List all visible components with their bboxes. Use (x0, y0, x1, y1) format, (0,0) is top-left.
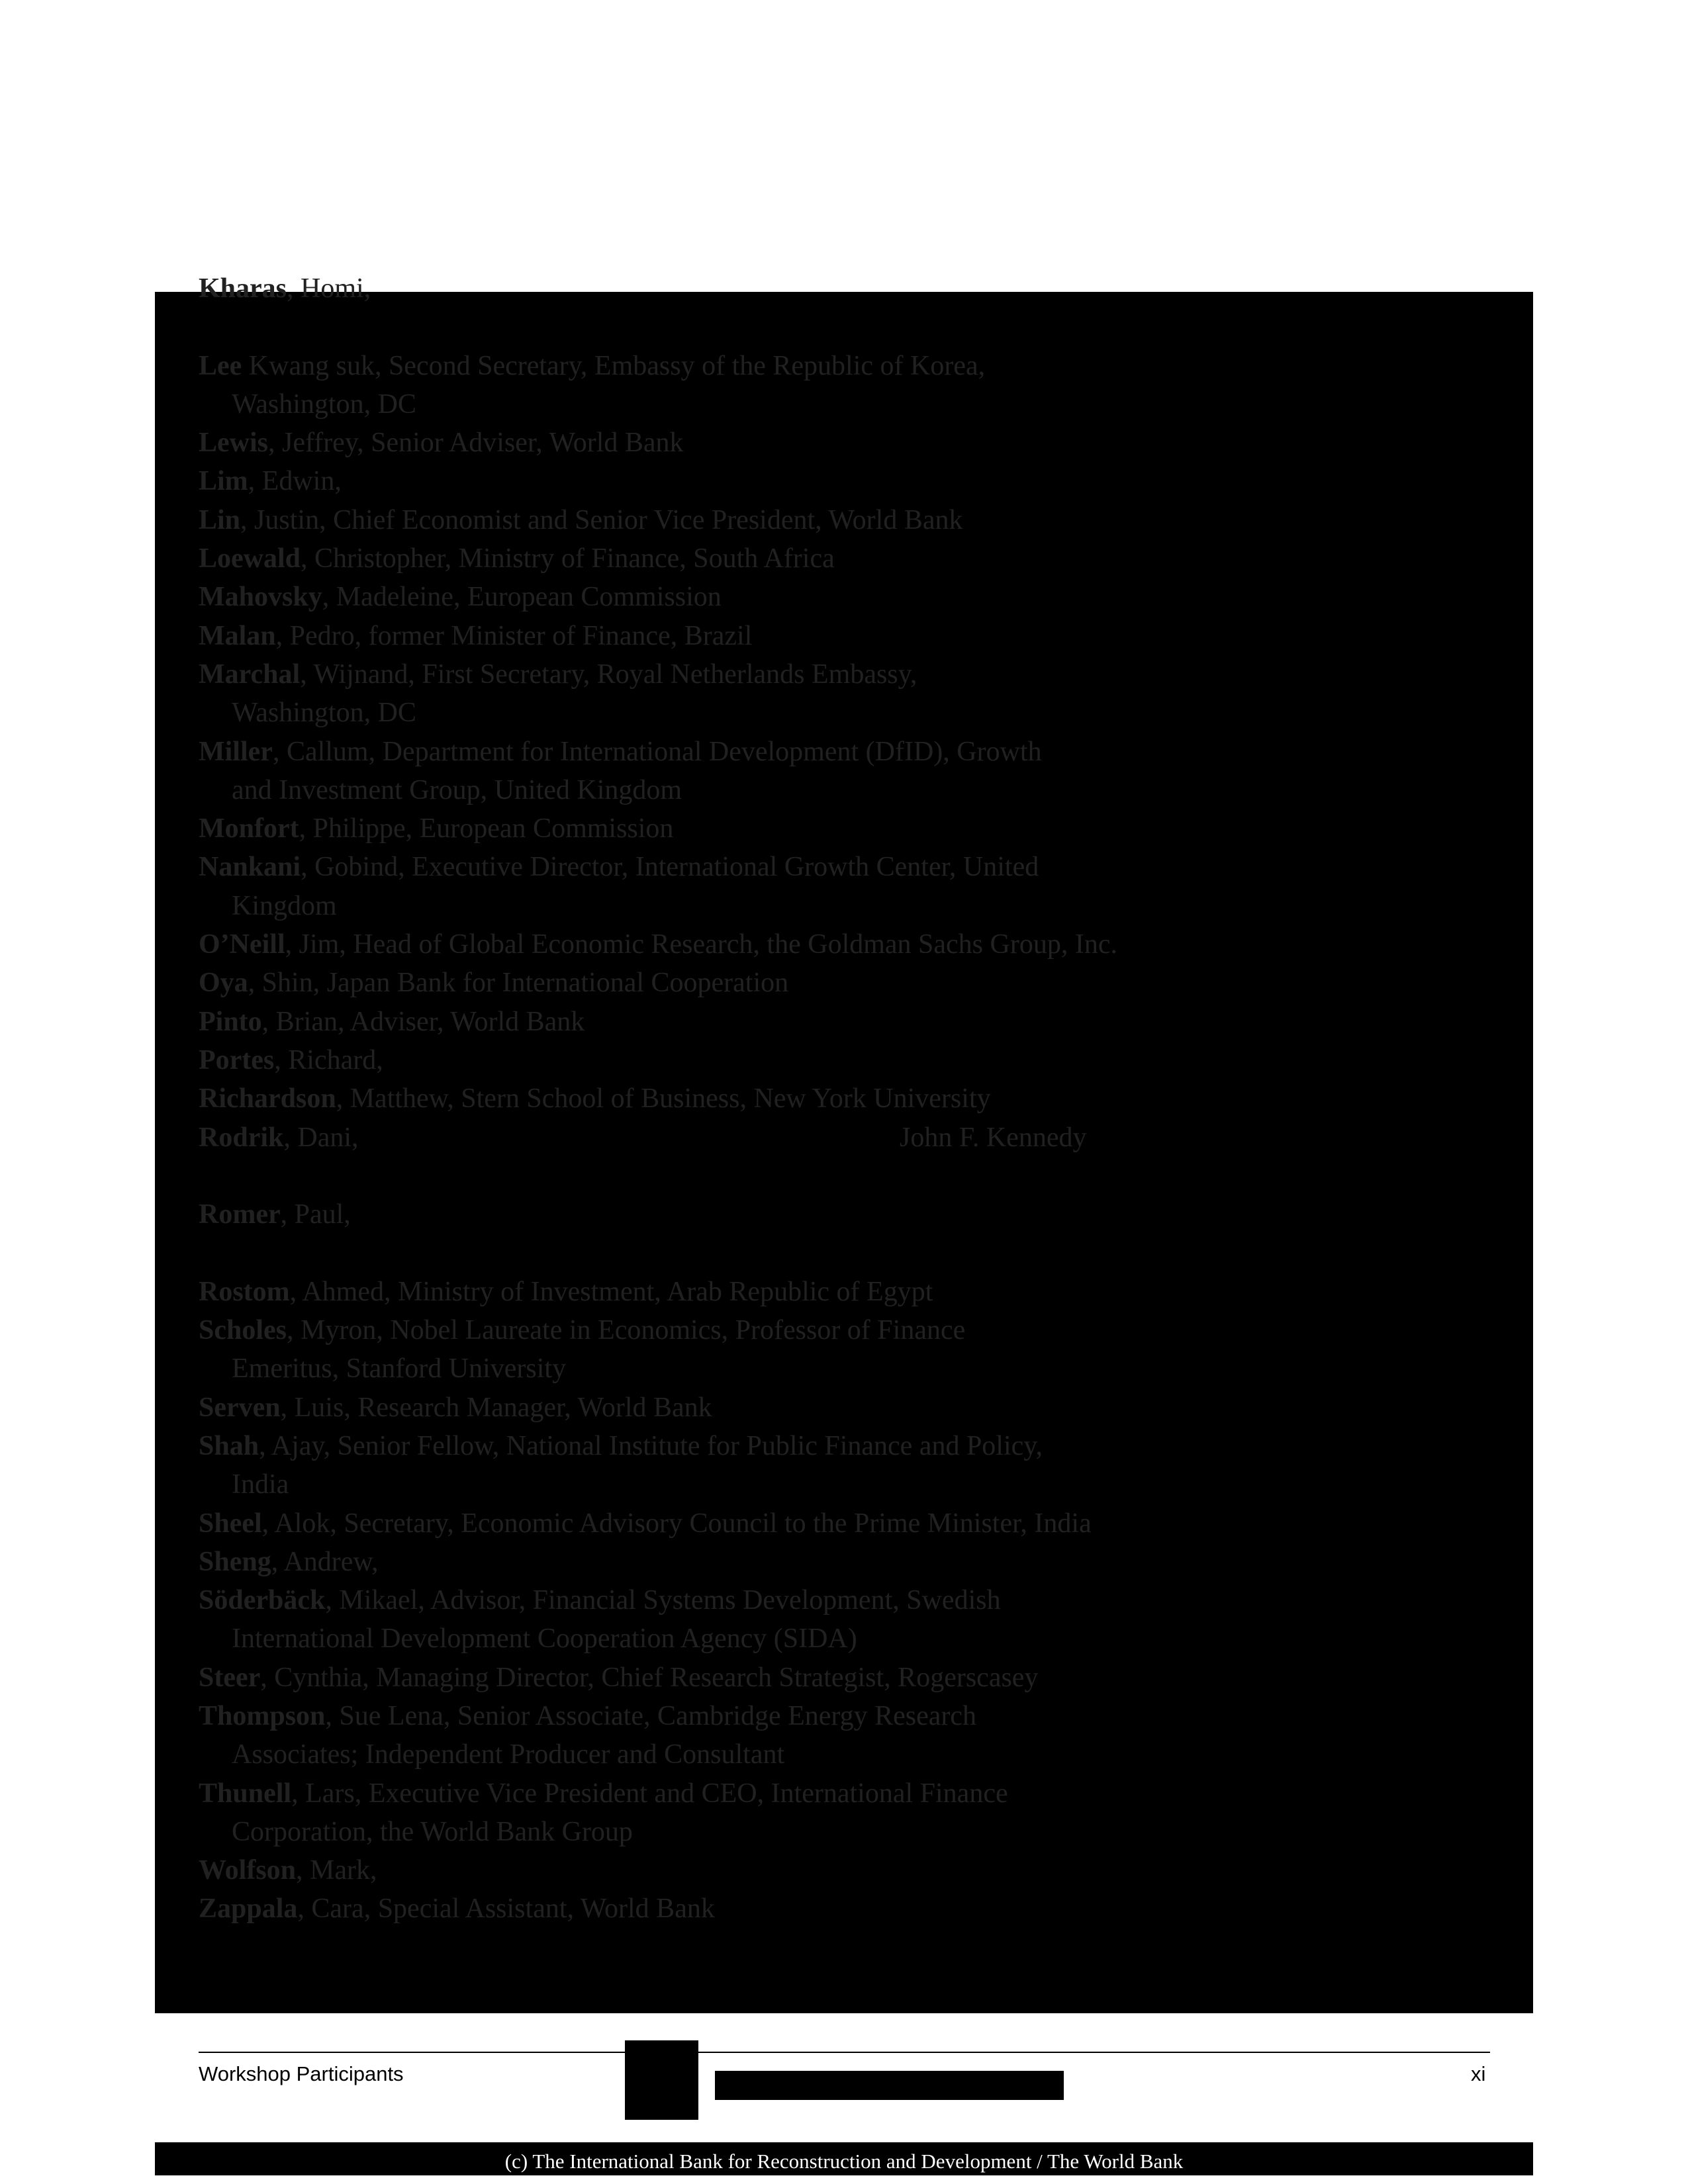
participant-details: , Philippe, European Commission (299, 813, 674, 844)
participant-entry (199, 925, 1456, 964)
participant-entry (199, 1774, 1456, 1852)
redaction-bar (715, 2071, 1064, 2100)
participant-surname: Shah (199, 1430, 259, 1461)
participant-surname: Steer (199, 1662, 261, 1693)
participant-surname: Oya (199, 968, 248, 999)
participant-surname: Lee (199, 350, 242, 381)
participant-details: , Ajay, Senior Fellow, National Institute for Public Finance and Policy, (259, 1430, 1043, 1461)
participant-details: , Callum, Department for International Development (DfID), Growth (272, 736, 1042, 767)
participant-details-continued: Corporation, the World Bank Group (232, 1816, 633, 1847)
participant-details: , Myron, Nobel Laureate in Economics, Professor of Finance (287, 1315, 966, 1346)
participant-surname: Thompson (199, 1700, 326, 1731)
participant-surname: Lin (199, 504, 241, 535)
participant-entry (199, 578, 1456, 616)
participant-surname: Thunell (199, 1778, 292, 1809)
participant-entry (199, 1195, 1456, 1234)
participant-details: , Edwin, (248, 466, 342, 497)
participant-surname: Miller (199, 736, 273, 767)
participant-details-continued: Kingdom (232, 890, 337, 921)
participant-entry (199, 1388, 1456, 1427)
participant-entry (199, 848, 1456, 925)
participant-entry (199, 1659, 1456, 1697)
participant-details-continued: Washington, DC (232, 388, 416, 420)
participant-entry (199, 1851, 1456, 1889)
participant-affiliation-fragment: John F. Kennedy (900, 1122, 1087, 1153)
participant-surname: Lewis (199, 428, 268, 459)
participant-entry (199, 1311, 1456, 1388)
participant-details: , Shin, Japan Bank for International Cooperation (248, 968, 789, 999)
participant-details-continued: Washington, DC (232, 698, 416, 729)
participant-surname: Rodrik (199, 1122, 284, 1153)
participant-surname: Scholes (199, 1315, 287, 1346)
footer-section-title: Workshop Participants (199, 2062, 404, 2085)
participant-surname: Romer (199, 1199, 281, 1230)
participant-details: , Alok, Secretary, Economic Advisory Council to the Prime Minister, India (261, 1508, 1092, 1539)
participant-entry (199, 424, 1456, 462)
participant-entry (199, 809, 1456, 848)
copyright-text: (c) The International Bank for Reconstruction and Development / The World Bank (504, 2150, 1184, 2173)
participant-surname: Monfort (199, 813, 299, 844)
participant-details: , Lars, Executive Vice President and CEO, International Finance (291, 1778, 1008, 1809)
participant-surname: Marchal (199, 659, 301, 690)
participant-details: , Cynthia, Managing Director, Chief Research Strategist, Rogerscasey (260, 1662, 1039, 1693)
participant-details: , Matthew, Stern School of Business, New York University (336, 1083, 991, 1115)
participant-surname: O’Neill (199, 929, 285, 960)
participant-surname: Rostom (199, 1276, 290, 1307)
participant-details: , Wijnand, First Secretary, Royal Netherlands Embassy, (300, 659, 917, 690)
participant-details: , Homi, (287, 273, 371, 304)
participant-entry (199, 1079, 1456, 1118)
participant-entry (199, 501, 1456, 539)
participant-entry (199, 964, 1456, 1002)
participant-entry (199, 1427, 1456, 1504)
participant-surname: Sheel (199, 1508, 262, 1539)
participant-entry (199, 1273, 1456, 1311)
participant-details: , Ahmed, Ministry of Investment, Arab Republic of Egypt (289, 1276, 933, 1307)
participant-entry (199, 539, 1456, 578)
participant-entry (199, 1504, 1456, 1543)
participant-entry (199, 1581, 1456, 1659)
participant-details: , Mikael, Advisor, Financial Systems Development, Swedish (325, 1585, 1001, 1616)
participant-surname: Sheng (199, 1546, 271, 1577)
participant-details: , Cara, Special Assistant, World Bank (297, 1893, 715, 1925)
participant-entry (199, 1697, 1456, 1774)
participant-details: , Christopher, Ministry of Finance, South Africa (301, 543, 835, 574)
participant-surname: Portes (199, 1044, 275, 1075)
participant-surname: Kharas (199, 273, 287, 304)
participant-details-continued: Emeritus, Stanford University (232, 1353, 567, 1385)
participant-details: , Jeffrey, Senior Adviser, World Bank (268, 428, 684, 459)
participant-entry (199, 269, 1456, 308)
participant-details: , Luis, Research Manager, World Bank (280, 1392, 712, 1423)
participant-surname: Nankani (199, 852, 301, 883)
participant-entry (199, 347, 1456, 424)
participant-entry (199, 1118, 1456, 1157)
participant-entry (199, 1003, 1456, 1041)
participant-details-continued: Associates; Independent Producer and Consultant (232, 1739, 785, 1770)
participant-list (199, 273, 1456, 1929)
participant-entry (199, 655, 1456, 733)
participant-surname: Zappala (199, 1893, 298, 1925)
participant-details: , Dani, (283, 1122, 359, 1153)
participant-entry (199, 1889, 1456, 1928)
participant-details: , Richard, (274, 1044, 383, 1075)
participant-surname: Loewald (199, 543, 301, 574)
participant-surname: Mahovsky (199, 582, 322, 613)
participant-details: , Andrew, (271, 1546, 379, 1577)
participant-surname: Lim (199, 466, 248, 497)
participant-details: Kwang suk, Second Secretary, Embassy of the Republic of Korea, (242, 350, 986, 381)
participants-panel (155, 273, 1533, 2013)
participant-surname: Wolfson (199, 1855, 297, 1886)
participant-details: , Pedro, former Minister of Finance, Brazil (275, 620, 753, 651)
participant-details: , Mark, (296, 1855, 377, 1886)
copyright-bar (155, 2142, 1533, 2175)
participant-details-continued: and Investment Group, United Kingdom (232, 774, 682, 805)
page-number: xi (1471, 2062, 1486, 2085)
participant-entry (199, 733, 1456, 810)
participant-entry (199, 617, 1456, 655)
participant-details: , Gobind, Executive Director, International Growth Center, United (301, 852, 1039, 883)
participant-surname: Malan (199, 620, 276, 651)
participant-details: , Justin, Chief Economist and Senior Vice President, World Bank (240, 504, 963, 535)
participant-details: , Paul, (280, 1199, 351, 1230)
participant-entry (199, 462, 1456, 500)
participant-details-continued: India (232, 1469, 289, 1500)
participant-entry (199, 1041, 1456, 1079)
participant-surname: Söderbäck (199, 1585, 326, 1616)
participant-surname: Serven (199, 1392, 281, 1423)
redaction-block (625, 2040, 698, 2120)
participant-entry (199, 1543, 1456, 1581)
participant-details: , Jim, Head of Global Economic Research, the Goldman Sachs Group, Inc. (285, 929, 1117, 960)
participant-details: , Brian, Adviser, World Bank (261, 1006, 585, 1037)
footer-rule (199, 2052, 1490, 2053)
participant-details: , Sue Lena, Senior Associate, Cambridge Energy Research (325, 1700, 977, 1731)
participant-details: , Madeleine, European Commission (322, 582, 722, 613)
participant-details-continued: International Development Cooperation Agency (SIDA) (232, 1623, 857, 1655)
participant-surname: Pinto (199, 1006, 262, 1037)
participant-surname: Richardson (199, 1083, 336, 1115)
